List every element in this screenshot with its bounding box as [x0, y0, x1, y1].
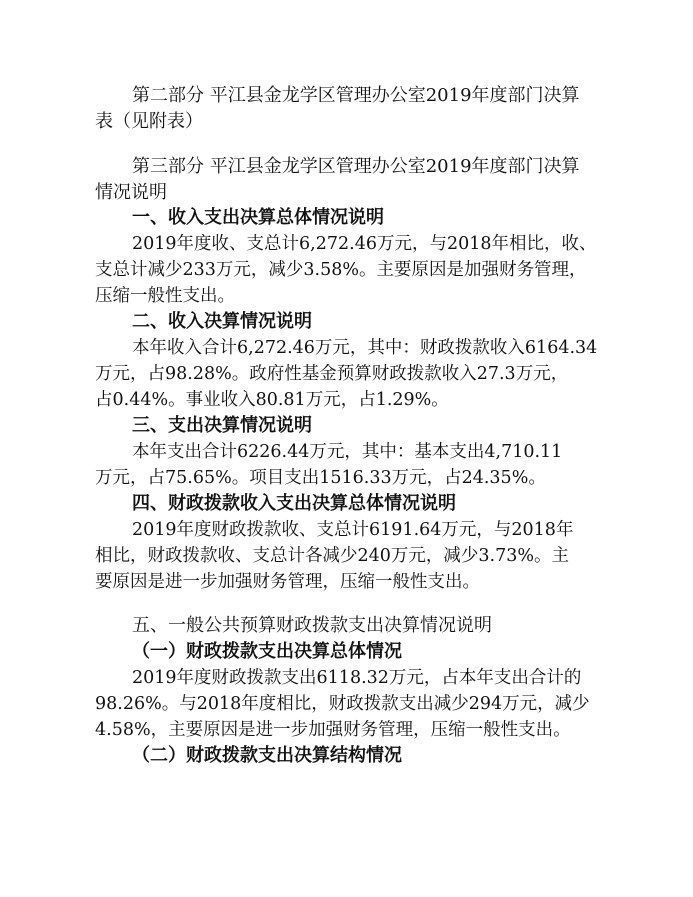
- section3-heading: 三、支出决算情况说明: [132, 415, 312, 436]
- section5-sub2-heading: （二）财政拨款支出决算结构情况: [132, 745, 402, 766]
- section1-line: 支总计减少233万元，减少3.58%。主要原因是加强财务管理，: [95, 260, 587, 280]
- section3-line: 万元，占75.65%。项目支出1516.33万元，占24.35%。: [95, 468, 546, 488]
- part3-title-line1: 第三部分 平江县金龙学区管理办公室2019年度部门决算: [132, 156, 580, 177]
- section5-sub1-line: 4.58%，主要原因是进一步加强财务管理，压缩一般性支出。: [95, 720, 571, 740]
- section1-heading: 一、收入支出决算总体情况说明: [132, 207, 384, 228]
- section4-line: 相比，财政拨款收、支总计各减少240万元，减少3.73%。主: [95, 546, 569, 566]
- part3-title-line2: 情况说明: [95, 182, 167, 203]
- section4-line: 要原因是进一步加强财务管理，压缩一般性支出。: [95, 572, 480, 592]
- section1-line: 压缩一般性支出。: [95, 286, 235, 306]
- section2-line: 本年收入合计6,272.46万元，其中：财政拨款收入6164.34: [132, 338, 598, 358]
- section1-line: 2019年度收、支总计6,272.46万元，与2018年相比，收、: [132, 234, 597, 254]
- section2-line: 占0.44%。事业收入80.81万元，占1.29%。: [95, 390, 449, 410]
- section3-line: 本年支出合计6226.44万元，其中：基本支出4,710.11: [132, 442, 563, 462]
- section4-line: 2019年度财政拨款收、支总计6191.64万元，与2018年: [132, 520, 574, 540]
- section5-sub1-line: 2019年度财政拨款支出6118.32万元，占本年支出合计的: [132, 668, 582, 688]
- section2-line: 万元，占98.28%。政府性基金预算财政拨款收入27.3万元，: [95, 364, 569, 384]
- section5-sub1-line: 98.26%。与2018年度相比，财政拨款支出减少294万元，减少: [95, 694, 590, 714]
- section2-heading: 二、收入决算情况说明: [132, 311, 312, 332]
- part2-title-line1: 第二部分 平江县金龙学区管理办公室2019年度部门决算: [132, 85, 580, 106]
- section5-sub1-heading: （一）财政拨款支出决算总体情况: [132, 641, 402, 662]
- section4-heading: 四、财政拨款收入支出决算总体情况说明: [132, 493, 456, 514]
- section5-heading: 五、一般公共预算财政拨款支出决算情况说明: [132, 615, 492, 636]
- part2-title-line2: 表（见附表）: [95, 111, 203, 132]
